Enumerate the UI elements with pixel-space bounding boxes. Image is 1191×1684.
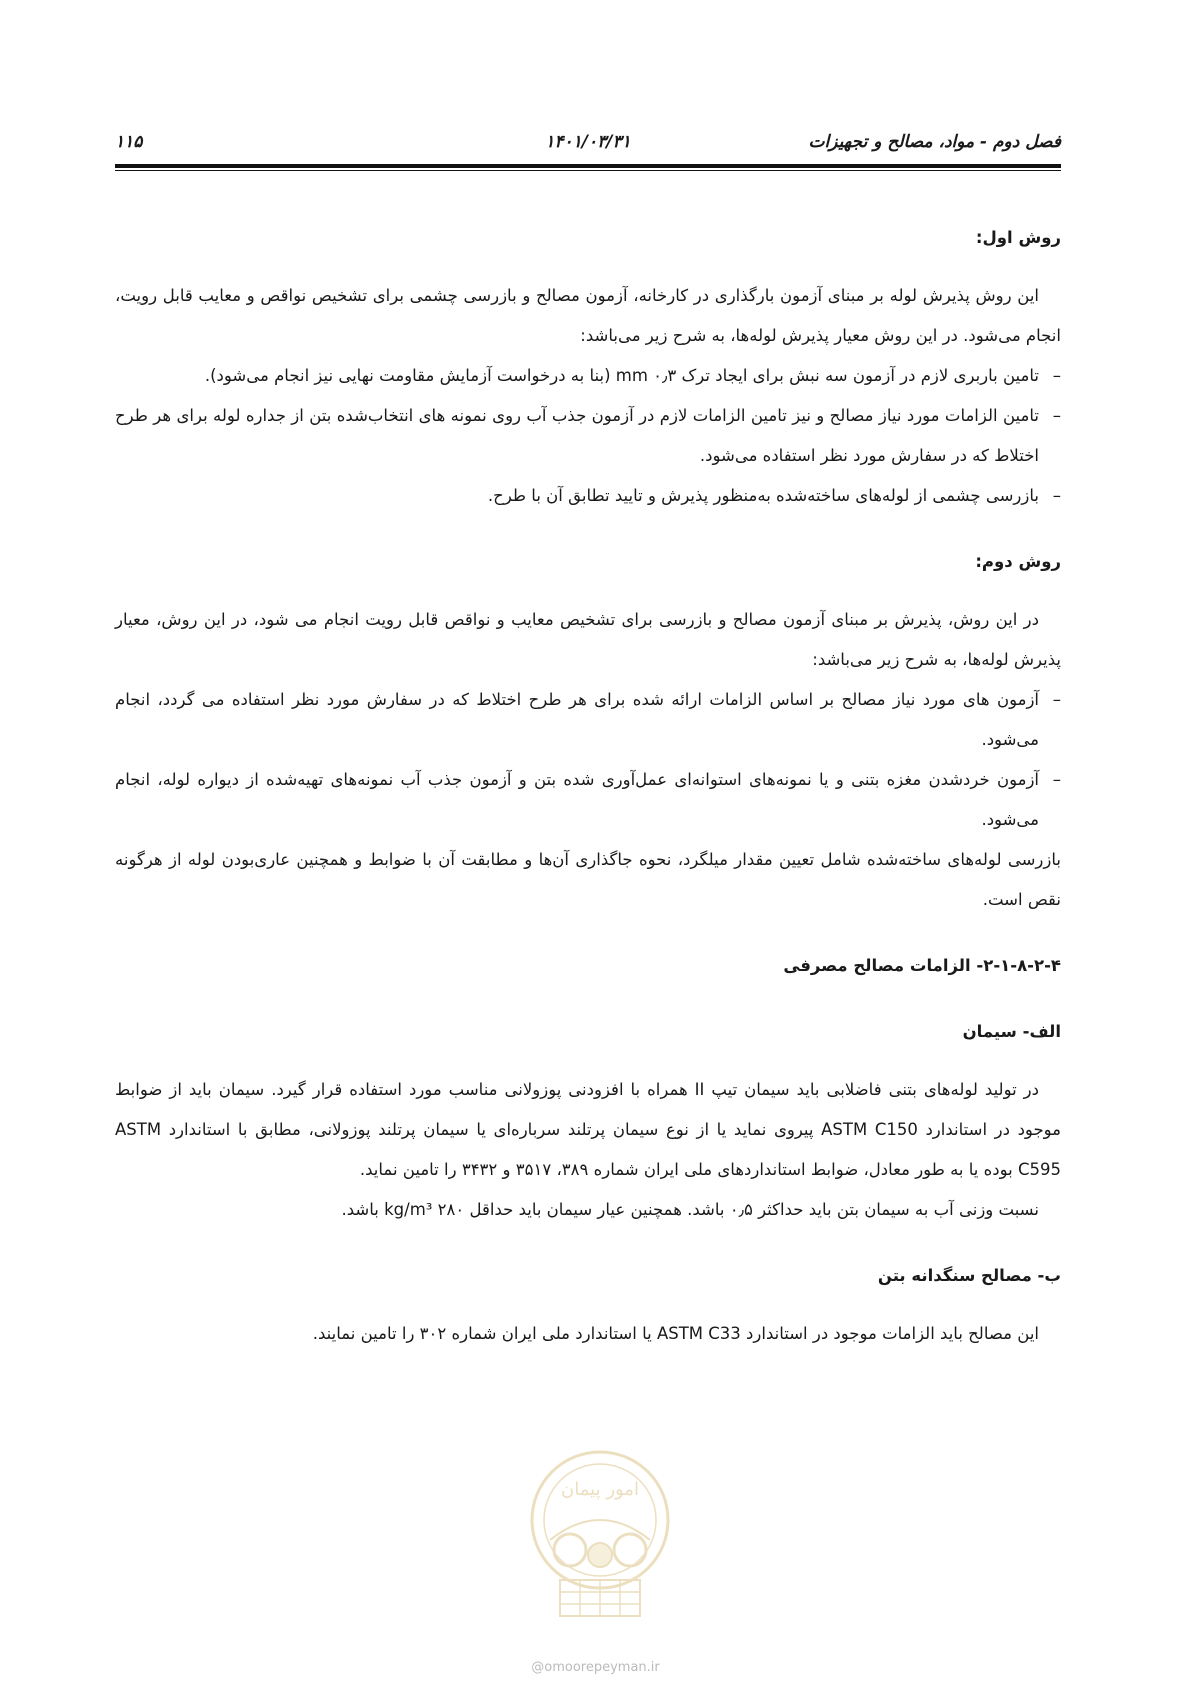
page-number: ۱۱۵: [115, 132, 143, 152]
dash-bullet: –: [1052, 770, 1061, 789]
list-item: – آزمون های مورد نیاز مصالح بر اساس الزامات ارائه شده برای هر طرح اختلاط که در سفارش مورد نظر استفاده می گردد، انجام می‌شود.: [115, 680, 1061, 760]
chapter-title: فصل دوم - مواد، مصالح و تجهیزات: [808, 132, 1061, 152]
page-header: [115, 128, 1061, 168]
cement-heading: الف- سیمان: [962, 1022, 1061, 1041]
method1-intro: این روش پذیرش لوله بر مبنای آزمون بارگذاری در کارخانه، آزمون مصالح و بازرسی چشمی برای تشخیص نواقص و معایب قابل رویت، انجام می‌شود. در این روش معیار پذیرش لوله‌ها، به شرح زیر می‌باشد:: [115, 286, 1061, 345]
list-item: – تامین باربری لازم در آزمون سه نبش برای ایجاد ترک ۰٫۳ mm (بنا به درخواست آزمایش مقاومت نهایی نیز انجام می‌شود).: [115, 356, 1061, 396]
dash-bullet: –: [1052, 486, 1061, 505]
cement-paragraph-2: نسبت وزنی آب به سیمان بتن باید حداکثر ۰٫۵ باشد. همچنین عیار سیمان باید حداقل kg/m³ ۲۸۰ باشد.: [341, 1200, 1039, 1219]
list-item: – آزمون خردشدن مغزه بتنی و یا نمونه‌های استوانه‌ای عمل‌آوری شده بتن و آزمون جذب آب نمونه‌های تهیه‌شده از دیواره لوله، انجام می‌شود.: [115, 760, 1061, 840]
method1-heading: روش اول:: [975, 228, 1061, 247]
page-body: [115, 218, 1061, 1354]
watermark-handle: @omoorepeyman.ir: [531, 1660, 660, 1675]
aggregate-paragraph: این مصالح باید الزامات موجود در استاندارد ASTM C33 یا استاندارد ملی ایران شماره ۳۰۲ را تامین نمایند.: [312, 1324, 1039, 1343]
header-date: ۱۴۰۱/۰۳/۳۱: [545, 132, 631, 152]
list-item: – تامین الزامات مورد نیاز مصالح و نیز تامین الزامات لازم در آزمون جذب آب روی نمونه های انتخاب‌شده بتن از جداره لوله برای هر طرح اختلاط که در سفارش مورد نظر استفاده می‌شود.: [115, 396, 1061, 476]
method1-list: [115, 356, 1061, 516]
aggregate-heading: ب- مصالح سنگدانه بتن: [877, 1266, 1061, 1285]
dash-bullet: –: [1052, 366, 1061, 385]
section-heading: ۲-۱-۸-۲-۴- الزامات مصالح مصرفی: [783, 956, 1061, 975]
cement-paragraph-1: در تولید لوله‌های بتنی فاضلابی باید سیمان تیپ II همراه با افزودنی پوزولانی مناسب مورد استفاده قرار گیرد. سیمان باید از ضوابط موجود در استاندارد ASTM C150 پیروی نماید یا از نوع سیمان پرتلند سرباره‌ای یا سیمان پرتلند پوزولانی، مطابق با استاندارد ASTM C595 بوده یا به طور معادل، ضوابط استانداردهای ملی ایران شماره ۳۸۹، ۳۵۱۷ و ۳۴۳۲ را تامین نماید.: [115, 1080, 1062, 1179]
watermark-logo-text: امور پیمان: [561, 1479, 639, 1500]
list-item: – بازرسی چشمی از لوله‌های ساخته‌شده به‌منظور پذیرش و تایید تطابق آن با طرح.: [115, 476, 1061, 516]
method2-intro: در این روش، پذیرش بر مبنای آزمون مصالح و بازرسی برای تشخیص معایب و نواقص قابل رویت انجام می شود، در این روش، معیار پذیرش لوله‌ها، به شرح زیر می‌باشد:: [115, 610, 1061, 669]
method2-list: [115, 680, 1061, 840]
unit-kg-m3: kg/m³: [384, 1200, 433, 1219]
watermark-logo: [510, 1440, 690, 1630]
dash-bullet: –: [1052, 690, 1061, 709]
dash-bullet: –: [1052, 406, 1061, 425]
header-rule-thick: [115, 164, 1061, 168]
header-rule-thin: [115, 170, 1061, 171]
method2-heading: روش دوم:: [975, 552, 1061, 571]
method2-closing: بازرسی لوله‌های ساخته‌شده شامل تعیین مقدار میلگرد، نحوه جاگذاری آن‌ها و مطابقت آن با ضوابط و همچنین عاری‌بودن لوله از هرگونه نقص است.: [115, 850, 1061, 909]
